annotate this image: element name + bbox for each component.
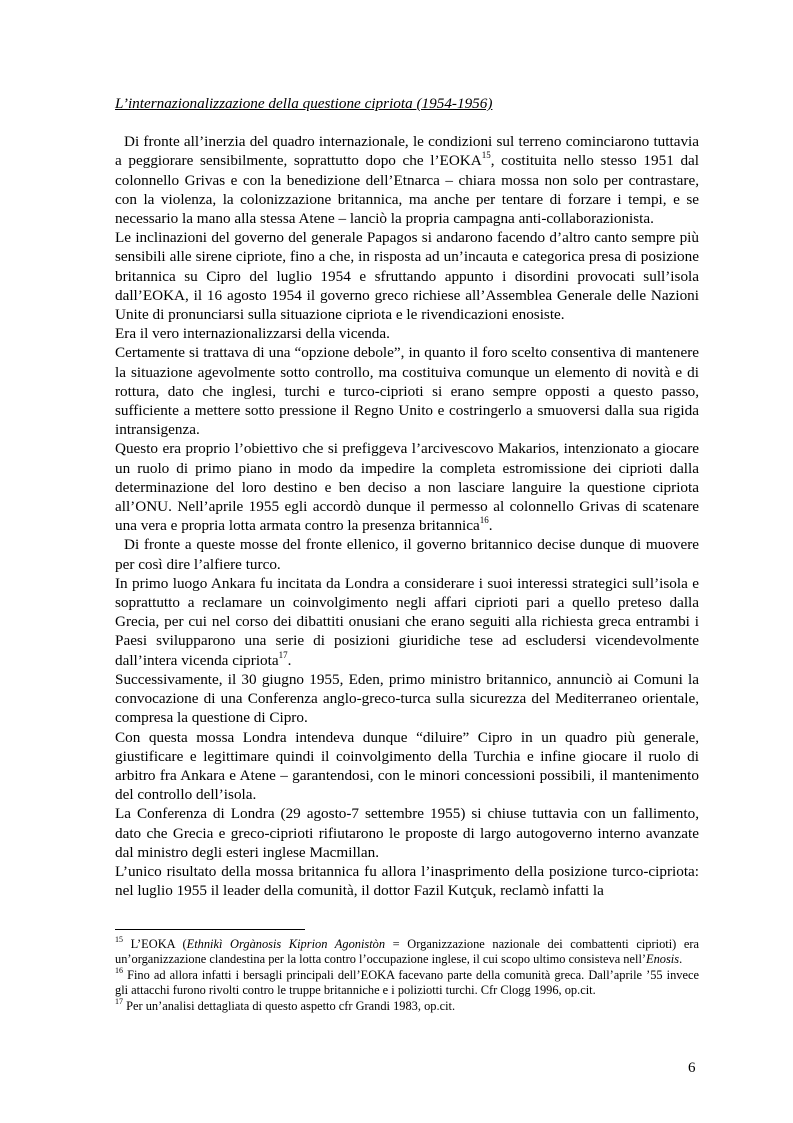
paragraph: L’unico risultato della mossa britannica fu allora l’inasprimento della posizione turco-cipriota: nel luglio 1955 il leader della comunità, il dottor Fazil Kutçuk, reclamò infatti la — [115, 862, 699, 900]
paragraph: Era il vero internazionalizzarsi della vicenda. — [115, 325, 390, 343]
paragraph-text: Di fronte all’inerzia del quadro internazionale, le condizioni sul terreno cominciarono tuttavia a peggiorare sensibilmente, soprattutto dopo che l’EOKA — [115, 133, 699, 170]
footnote-ref-17[interactable]: 17 — [278, 649, 288, 660]
paragraph: Di fronte a queste mosse del fronte ellenico, il governo britannico decise dunque di muovere per così dire l’alfiere turco. — [115, 536, 699, 573]
paragraph-text: . — [488, 517, 493, 535]
footnote-number: 16 — [115, 965, 123, 975]
body-text — [115, 94, 699, 900]
footnote-16 — [115, 965, 699, 999]
footnote-17 — [115, 996, 699, 1014]
paragraph — [115, 574, 699, 670]
footnote-ref-16[interactable]: 16 — [479, 515, 489, 526]
paragraph-text: Questo era proprio l’obiettivo che si prefiggeva l’arcivescovo Makarios, intenzionato a giocare un ruolo di primo piano in modo da impedire la completa estromissione dei ciprioti dalla determinazione del loro destino e ben deciso a non lasciare languire la questione cipriota all’ONU. Nell’aprile 1955 egli accordò dunque il permesso al colonnello Grivas di scatenare una vera e propria lotta armata contro la presenza britannica — [115, 440, 699, 535]
footnote-italic: Ethnikì Orgànosis Kiprion Agonistòn — [186, 937, 386, 951]
paragraph: La Conferenza di Londra (29 agosto-7 settembre 1955) si chiuse tuttavia con un fallimento, dato che Grecia e greco-ciprioti rifiutarono le proposte di largo autogoverno interno avanzate dal ministro degli esteri inglese Macmillan. — [115, 805, 699, 861]
page-number: 6 — [688, 1060, 696, 1076]
paragraph: Le inclinazioni del governo del generale Papagos si andarono facendo d’altro canto sempre più sensibili alle sirene cipriote, fino a che, in risposta ad un’incauta e categorica presa di posizione britannica su Cipro del luglio 1954 e sfruttando appunto i disordini provocati sull’isola dall’EOKA, il 16 agosto 1954 il governo greco richiese all’Assemblea Generale delle Nazioni Unite di pronunciarsi sulla situazione cipriota e le rivendicazioni enosiste. — [115, 229, 699, 324]
footnote-text: = Organizzazione nazionale dei combattenti ciprioti) era un’organizzazione clandestina per la lotta contro l’occupazione inglese, il cui scopo ultimo consisteva nell’ — [115, 937, 700, 967]
paragraph-text: , costituita nello stesso 1951 dal colonnello Grivas e con la benedizione dell’Etnarca – chiara mossa non solo per contrastare, con la violenza, la colonizzazione britannica, ma anche per tentare di forzare i tempi, e se necessario la mano alla stessa Atene – lanciò la propria campagna anti-collaborazionista. — [115, 152, 699, 228]
footnote-ref-15[interactable]: 15 — [481, 150, 491, 161]
footnote-15 — [115, 934, 700, 968]
paragraph — [115, 439, 699, 535]
footnote-separator — [115, 929, 305, 930]
section-heading: L’internazionalizzazione della questione cipriota (1954-1956) — [115, 95, 493, 112]
footnote-text: L’EOKA ( — [123, 937, 187, 951]
paragraph: Certamente si trattava di una “opzione debole”, in quanto il foro scelto consentiva di mantenere la situazione agevolmente sotto controllo, ma costituiva comunque un elemento di novità e di rottura, dato che inglesi, turchi e turco-ciprioti si erano sempre opposti a questo passo, sufficiente a mettere sotto pressione il Regno Unito e costringerlo a smuoversi dalla sua rigida intransigenza. — [115, 344, 699, 439]
footnote-text: Fino ad allora infatti i bersagli principali dell’EOKA facevano parte della comunità greca. Dall’aprile ’55 invece gli attacchi furono rivolti contro le truppe britanniche e i poliziotti turchi. Cfr Clogg 1996, op.cit. — [115, 967, 699, 998]
paragraph-text: . — [287, 651, 292, 669]
paragraph-text: In primo luogo Ankara fu incitata da Londra a considerare i suoi interessi strategici sull’isola e soprattutto a reclamare un coinvolgimento negli affari ciprioti pari a quello preteso dalla Grecia, per cui nel corso dei dibattiti onusiani che erano seguiti alla richiesta greca entrambi i Paesi svilupparono una serie di posizioni giuridiche tese ad escludersi vicendevolmente dall’intera vicenda cipriota — [115, 574, 699, 669]
footnote-number: 17 — [115, 996, 123, 1006]
footnote-text: Per un’analisi dettagliata di questo aspetto cfr Grandi 1983, op.cit. — [123, 998, 456, 1013]
paragraph — [115, 132, 699, 228]
footnote-text: . — [679, 952, 683, 967]
paragraph: Con questa mossa Londra intendeva dunque “diluire” Cipro in un quadro più generale, giustificare e legittimare quindi il coinvolgimento della Turchia e infine giocare il ruolo di arbitro fra Ankara e Atene – garantendosi, con le minori concessioni possibili, il mantenimento del controllo dell’isola. — [115, 728, 699, 804]
paragraph: Successivamente, il 30 giugno 1955, Eden, primo ministro britannico, annunciò ai Comuni la convocazione di una Conferenza anglo-greco-turca sulla sicurezza del Mediterraneo orientale, compresa la questione di Cipro. — [115, 670, 699, 727]
footnote-number: 15 — [115, 934, 123, 944]
footnotes — [115, 934, 700, 1014]
footnote-italic: Enosis — [646, 952, 680, 967]
